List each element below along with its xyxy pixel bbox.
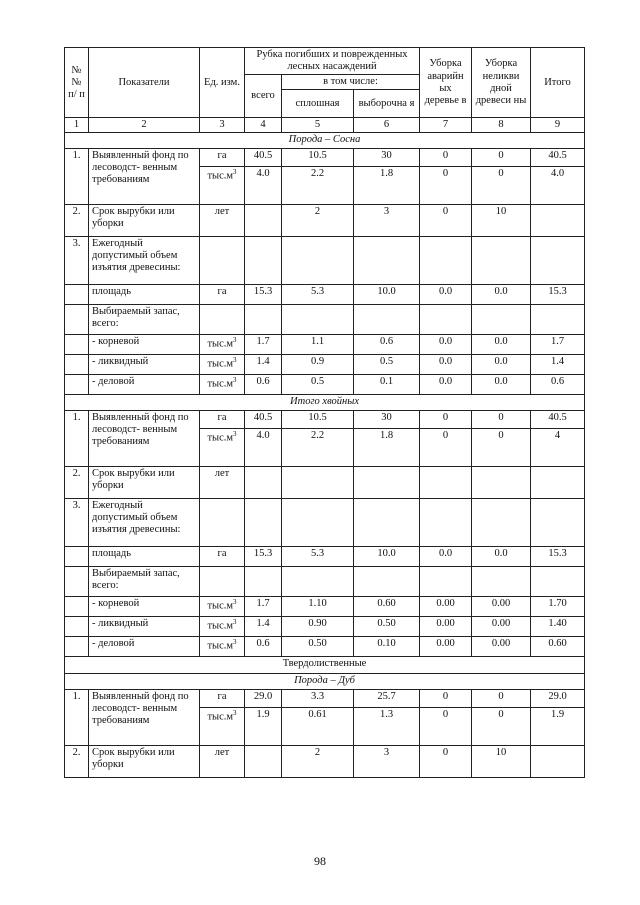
empty-cell <box>245 499 282 547</box>
column-number: 7 <box>420 118 472 133</box>
value-cell <box>354 467 420 499</box>
empty-cell <box>282 499 354 547</box>
value-cell: 15.3 <box>531 547 585 567</box>
empty-cell <box>65 637 89 657</box>
value-cell: 3 <box>354 746 420 778</box>
value-cell: 30 <box>354 411 420 429</box>
table-row <box>65 567 585 597</box>
value-cell: 0.0 <box>472 547 531 567</box>
column-number: 1 <box>65 118 89 133</box>
row-label: Срок вырубки или уборки <box>89 205 200 237</box>
value-cell: 3 <box>354 205 420 237</box>
column-numbers-row <box>65 118 585 133</box>
value-cell: 1.4 <box>531 355 585 375</box>
empty-cell <box>531 237 585 285</box>
value-cell: 0.0 <box>420 285 472 305</box>
header-num: № № п/ п <box>65 48 89 118</box>
empty-cell <box>420 499 472 547</box>
value-cell: 0.6 <box>245 637 282 657</box>
table-row <box>65 285 585 305</box>
value-cell: 0.6 <box>354 335 420 355</box>
unit-cell: лет <box>200 746 245 778</box>
value-cell: 0.5 <box>282 375 354 395</box>
value-cell: 1.40 <box>531 617 585 637</box>
value-cell: 0.00 <box>420 597 472 617</box>
page-number: 98 <box>314 854 326 868</box>
value-cell: 0.0 <box>472 355 531 375</box>
value-cell: 0 <box>420 411 472 429</box>
value-cell: 0.00 <box>420 637 472 657</box>
value-cell: 4 <box>531 429 585 467</box>
column-number: 2 <box>89 118 200 133</box>
unit-cell: га <box>200 149 245 167</box>
unit-superscript: 3 <box>233 598 237 607</box>
section-title-row <box>65 674 585 690</box>
header-illiquid: Уборка неликви дной древеси ны <box>472 48 531 118</box>
unit-cell <box>200 617 245 637</box>
unit-text: тыс.м <box>207 378 234 390</box>
unit-text: тыс.м <box>207 620 234 632</box>
table-row <box>65 746 585 778</box>
value-cell: 1.1 <box>282 335 354 355</box>
unit-cell <box>200 375 245 395</box>
value-cell: 40.5 <box>531 149 585 167</box>
table-row <box>65 467 585 499</box>
value-cell: 0.90 <box>282 617 354 637</box>
value-cell: 15.3 <box>531 285 585 305</box>
table-row <box>65 617 585 637</box>
value-cell: 4.0 <box>245 167 282 205</box>
value-cell <box>245 746 282 778</box>
table-row <box>65 499 585 547</box>
row-number: 1. <box>65 411 89 467</box>
section-title: Твердолиственные <box>65 657 585 674</box>
row-label: Выявленный фонд по лесоводст- венным требованиям <box>89 690 200 746</box>
value-cell: 0 <box>420 167 472 205</box>
value-cell: 1.3 <box>354 708 420 746</box>
empty-cell <box>65 305 89 335</box>
value-cell: 0 <box>420 746 472 778</box>
row-number: 1. <box>65 690 89 746</box>
table-row <box>65 305 585 335</box>
value-cell <box>282 467 354 499</box>
unit-text: тыс.м <box>207 640 234 652</box>
column-number: 8 <box>472 118 531 133</box>
row-label: Выбираемый запас, всего: <box>89 567 200 597</box>
value-cell: 0.6 <box>531 375 585 395</box>
value-cell: 0.10 <box>354 637 420 657</box>
table-row <box>65 690 585 708</box>
empty-cell <box>282 237 354 285</box>
value-cell: 0.50 <box>282 637 354 657</box>
value-cell: 0.00 <box>472 597 531 617</box>
empty-cell <box>65 547 89 567</box>
value-cell: 0.0 <box>420 355 472 375</box>
unit-superscript: 3 <box>233 638 237 647</box>
value-cell: 0.00 <box>420 617 472 637</box>
value-cell: 0.0 <box>472 285 531 305</box>
empty-cell <box>472 237 531 285</box>
value-cell: 0.60 <box>354 597 420 617</box>
value-cell <box>420 467 472 499</box>
unit-superscript: 3 <box>233 336 237 345</box>
value-cell: 10.5 <box>282 149 354 167</box>
unit-cell: га <box>200 285 245 305</box>
table-row <box>65 547 585 567</box>
value-cell: 0.0 <box>420 547 472 567</box>
empty-cell <box>282 567 354 597</box>
empty-cell <box>531 567 585 597</box>
value-cell: 4.0 <box>245 429 282 467</box>
value-cell: 0 <box>420 149 472 167</box>
value-cell: 10.5 <box>282 411 354 429</box>
unit-superscript: 3 <box>233 430 237 439</box>
row-label: Срок вырубки или уборки <box>89 746 200 778</box>
value-cell: 0.61 <box>282 708 354 746</box>
row-number: 3. <box>65 237 89 285</box>
value-cell: 40.5 <box>531 411 585 429</box>
value-cell: 1.4 <box>245 617 282 637</box>
column-number: 4 <box>245 118 282 133</box>
value-cell: 40.5 <box>245 149 282 167</box>
section-title-row <box>65 133 585 149</box>
empty-cell <box>245 237 282 285</box>
table-row <box>65 637 585 657</box>
value-cell: 0.9 <box>282 355 354 375</box>
value-cell: 1.7 <box>245 597 282 617</box>
value-cell: 0 <box>472 149 531 167</box>
empty-cell <box>531 305 585 335</box>
row-label: Ежегодный допустимый объем изъятия древесины: <box>89 499 200 547</box>
empty-cell <box>65 567 89 597</box>
section-title: Порода – Дуб <box>65 674 585 690</box>
empty-cell <box>420 567 472 597</box>
row-label: - деловой <box>89 375 200 395</box>
table-row <box>65 335 585 355</box>
empty-cell <box>200 237 245 285</box>
unit-text: тыс.м <box>207 600 234 612</box>
empty-cell <box>420 305 472 335</box>
value-cell: 4.0 <box>531 167 585 205</box>
unit-cell: га <box>200 547 245 567</box>
value-cell: 25.7 <box>354 690 420 708</box>
unit-cell: лет <box>200 467 245 499</box>
row-label: - деловой <box>89 637 200 657</box>
table-row <box>65 375 585 395</box>
unit-cell: га <box>200 411 245 429</box>
empty-cell <box>282 305 354 335</box>
value-cell: 0.0 <box>420 335 472 355</box>
table-row <box>65 411 585 429</box>
value-cell <box>531 205 585 237</box>
value-cell: 0.60 <box>531 637 585 657</box>
value-cell: 30 <box>354 149 420 167</box>
row-label: Выявленный фонд по лесоводст- венным требованиям <box>89 411 200 467</box>
value-cell: 0.50 <box>354 617 420 637</box>
value-cell: 40.5 <box>245 411 282 429</box>
value-cell: 0.0 <box>472 375 531 395</box>
empty-cell <box>531 499 585 547</box>
row-number: 2. <box>65 746 89 778</box>
value-cell: 3.3 <box>282 690 354 708</box>
forest-felling-table <box>64 47 585 778</box>
row-label: Ежегодный допустимый объем изъятия древесины: <box>89 237 200 285</box>
empty-cell <box>65 375 89 395</box>
value-cell: 1.4 <box>245 355 282 375</box>
value-cell: 2 <box>282 746 354 778</box>
value-cell: 1.7 <box>245 335 282 355</box>
value-cell: 2.2 <box>282 167 354 205</box>
empty-cell <box>65 285 89 305</box>
header-windfall: Уборка аварийн ых деревье в <box>420 48 472 118</box>
unit-text: тыс.м <box>207 358 234 370</box>
value-cell: 29.0 <box>531 690 585 708</box>
value-cell <box>245 467 282 499</box>
value-cell: 10 <box>472 746 531 778</box>
unit-superscript: 3 <box>233 168 237 177</box>
unit-text: тыс.м <box>207 338 234 350</box>
empty-cell <box>200 567 245 597</box>
section-title-row <box>65 395 585 411</box>
value-cell: 1.7 <box>531 335 585 355</box>
header-total: всего <box>245 75 282 118</box>
value-cell: 10.0 <box>354 285 420 305</box>
unit-superscript: 3 <box>233 618 237 627</box>
header-itogo: Итого <box>531 48 585 118</box>
column-number: 6 <box>354 118 420 133</box>
row-label: - ликвидный <box>89 355 200 375</box>
unit-cell: га <box>200 690 245 708</box>
unit-cell <box>200 429 245 467</box>
value-cell: 1.8 <box>354 167 420 205</box>
unit-text: тыс.м <box>207 170 234 182</box>
value-cell: 0.1 <box>354 375 420 395</box>
header-selective: выборочна я <box>354 90 420 118</box>
row-number: 2. <box>65 467 89 499</box>
value-cell: 0.00 <box>472 617 531 637</box>
unit-cell <box>200 637 245 657</box>
empty-cell <box>65 617 89 637</box>
column-number: 3 <box>200 118 245 133</box>
row-label: площадь <box>89 547 200 567</box>
value-cell: 1.10 <box>282 597 354 617</box>
empty-cell <box>245 305 282 335</box>
empty-cell <box>245 567 282 597</box>
row-label: - корневой <box>89 597 200 617</box>
value-cell: 5.3 <box>282 285 354 305</box>
value-cell <box>472 467 531 499</box>
row-label: Срок вырубки или уборки <box>89 467 200 499</box>
empty-cell <box>472 499 531 547</box>
table-row <box>65 355 585 375</box>
table-row <box>65 597 585 617</box>
section-title-row <box>65 657 585 674</box>
value-cell: 0 <box>472 429 531 467</box>
value-cell: 0.00 <box>472 637 531 657</box>
value-cell: 1.9 <box>531 708 585 746</box>
header-indicator: Показатели <box>89 48 200 118</box>
value-cell: 0 <box>472 708 531 746</box>
value-cell: 0.0 <box>472 335 531 355</box>
unit-superscript: 3 <box>233 376 237 385</box>
table-row <box>65 205 585 237</box>
unit-cell <box>200 708 245 746</box>
unit-cell: лет <box>200 205 245 237</box>
row-number: 1. <box>65 149 89 205</box>
value-cell: 0.0 <box>420 375 472 395</box>
column-number: 5 <box>282 118 354 133</box>
section-title: Итого хвойных <box>65 395 585 411</box>
unit-cell <box>200 167 245 205</box>
value-cell: 0.6 <box>245 375 282 395</box>
empty-cell <box>354 567 420 597</box>
value-cell: 1.9 <box>245 708 282 746</box>
unit-text: тыс.м <box>207 432 234 444</box>
row-number: 3. <box>65 499 89 547</box>
empty-cell <box>420 237 472 285</box>
header-unit: Ед. изм. <box>200 48 245 118</box>
empty-cell <box>200 499 245 547</box>
column-number: 9 <box>531 118 585 133</box>
value-cell: 0 <box>472 690 531 708</box>
value-cell: 0 <box>472 167 531 205</box>
value-cell <box>245 205 282 237</box>
empty-cell <box>65 355 89 375</box>
value-cell: 0.5 <box>354 355 420 375</box>
row-label: площадь <box>89 285 200 305</box>
value-cell: 0 <box>420 708 472 746</box>
empty-cell <box>354 237 420 285</box>
value-cell: 0 <box>420 429 472 467</box>
value-cell: 1.70 <box>531 597 585 617</box>
unit-superscript: 3 <box>233 709 237 718</box>
value-cell: 2.2 <box>282 429 354 467</box>
empty-cell <box>65 597 89 617</box>
header-felling-group: Рубка погибших и поврежденных лесных насаждений <box>245 48 420 75</box>
empty-cell <box>354 305 420 335</box>
empty-cell <box>354 499 420 547</box>
empty-cell <box>472 305 531 335</box>
value-cell: 2 <box>282 205 354 237</box>
section-title: Порода – Сосна <box>65 133 585 149</box>
value-cell: 1.8 <box>354 429 420 467</box>
row-number: 2. <box>65 205 89 237</box>
empty-cell <box>65 335 89 355</box>
unit-superscript: 3 <box>233 356 237 365</box>
value-cell: 29.0 <box>245 690 282 708</box>
value-cell: 15.3 <box>245 547 282 567</box>
unit-text: тыс.м <box>207 711 234 723</box>
table-row <box>65 237 585 285</box>
value-cell: 15.3 <box>245 285 282 305</box>
unit-cell <box>200 335 245 355</box>
table-row <box>65 149 585 167</box>
row-label: - ликвидный <box>89 617 200 637</box>
unit-cell <box>200 355 245 375</box>
value-cell: 5.3 <box>282 547 354 567</box>
header-solid: сплошная <box>282 90 354 118</box>
row-label: Выбираемый запас, всего: <box>89 305 200 335</box>
value-cell: 0 <box>472 411 531 429</box>
row-label: Выявленный фонд по лесоводст- венным требованиям <box>89 149 200 205</box>
value-cell <box>531 746 585 778</box>
value-cell: 10 <box>472 205 531 237</box>
header-including: в том числе: <box>282 75 420 90</box>
value-cell: 0 <box>420 690 472 708</box>
value-cell <box>531 467 585 499</box>
value-cell: 10.0 <box>354 547 420 567</box>
empty-cell <box>200 305 245 335</box>
row-label: - корневой <box>89 335 200 355</box>
empty-cell <box>472 567 531 597</box>
value-cell: 0 <box>420 205 472 237</box>
unit-cell <box>200 597 245 617</box>
